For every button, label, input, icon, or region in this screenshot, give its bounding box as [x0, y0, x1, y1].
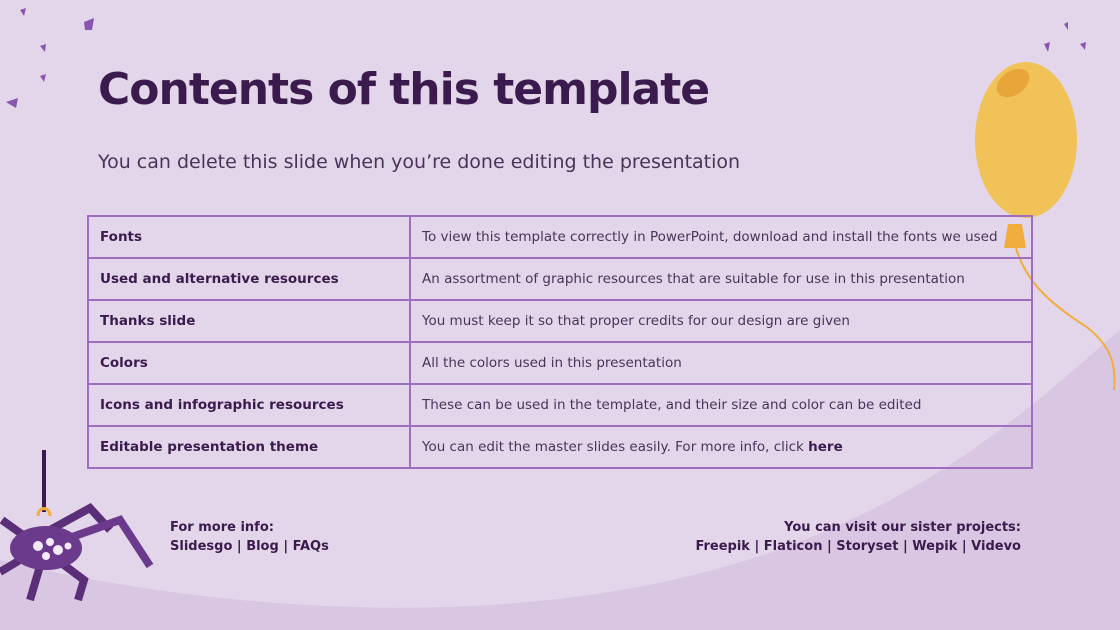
- row-description: [410, 300, 1032, 342]
- table-row: [88, 384, 1032, 426]
- confetti-icon: [0, 0, 110, 120]
- row-label: Icons and infographic resources: [88, 384, 410, 426]
- footer-sister-projects-heading: You can visit our sister projects:: [784, 520, 1021, 535]
- row-label: Colors: [88, 342, 410, 384]
- row-label: Fonts: [88, 216, 410, 258]
- link-separator: |: [749, 539, 764, 554]
- here-link[interactable]: here: [808, 439, 843, 455]
- footer-sister-projects-links: [695, 537, 1021, 556]
- page-subtitle: You can delete this slide when you’re done editing the presentation: [98, 151, 741, 173]
- row-description-text: To view this template correctly in PowerPoint, download and install the fonts we used: [422, 229, 998, 245]
- row-description-text: An assortment of graphic resources that are suitable for use in this presentation: [422, 271, 965, 287]
- footer-info-link[interactable]: Blog: [246, 539, 279, 554]
- sister-project-link[interactable]: Freepik: [695, 539, 750, 554]
- footer-info-link[interactable]: FAQs: [292, 539, 329, 554]
- table-row: [88, 426, 1032, 468]
- sister-project-link[interactable]: Storyset: [836, 539, 899, 554]
- link-separator: |: [278, 539, 293, 554]
- sister-project-link[interactable]: Videvo: [971, 539, 1021, 554]
- contents-table: [87, 215, 1033, 469]
- row-description: [410, 258, 1032, 300]
- row-description-text: These can be used in the template, and their size and color can be edited: [422, 397, 922, 413]
- table-row: [88, 342, 1032, 384]
- sister-project-link[interactable]: Wepik: [912, 539, 958, 554]
- page-title: Contents of this template: [98, 64, 710, 115]
- row-description-text: You must keep it so that proper credits for our design are given: [422, 313, 850, 329]
- spider-icon: [0, 450, 160, 610]
- row-description-text: All the colors used in this presentation: [422, 355, 682, 371]
- row-description: [410, 426, 1032, 468]
- row-label: Used and alternative resources: [88, 258, 410, 300]
- footer-sister-projects: [695, 518, 1021, 556]
- row-label: Editable presentation theme: [88, 426, 410, 468]
- table-row: [88, 216, 1032, 258]
- table-row: [88, 300, 1032, 342]
- sister-project-link[interactable]: Flaticon: [763, 539, 823, 554]
- footer-more-info-heading: For more info:: [170, 520, 274, 535]
- footer-more-info-links: [170, 537, 329, 556]
- table-row: [88, 258, 1032, 300]
- link-separator: |: [822, 539, 837, 554]
- link-separator: |: [898, 539, 913, 554]
- row-description: [410, 216, 1032, 258]
- link-separator: |: [957, 539, 972, 554]
- footer-more-info: [170, 518, 329, 556]
- row-description-text: You can edit the master slides easily. For more info, click: [422, 439, 809, 455]
- row-label: Thanks slide: [88, 300, 410, 342]
- row-description: [410, 384, 1032, 426]
- row-description: [410, 342, 1032, 384]
- footer-info-link[interactable]: Slidesgo: [170, 539, 233, 554]
- link-separator: |: [232, 539, 247, 554]
